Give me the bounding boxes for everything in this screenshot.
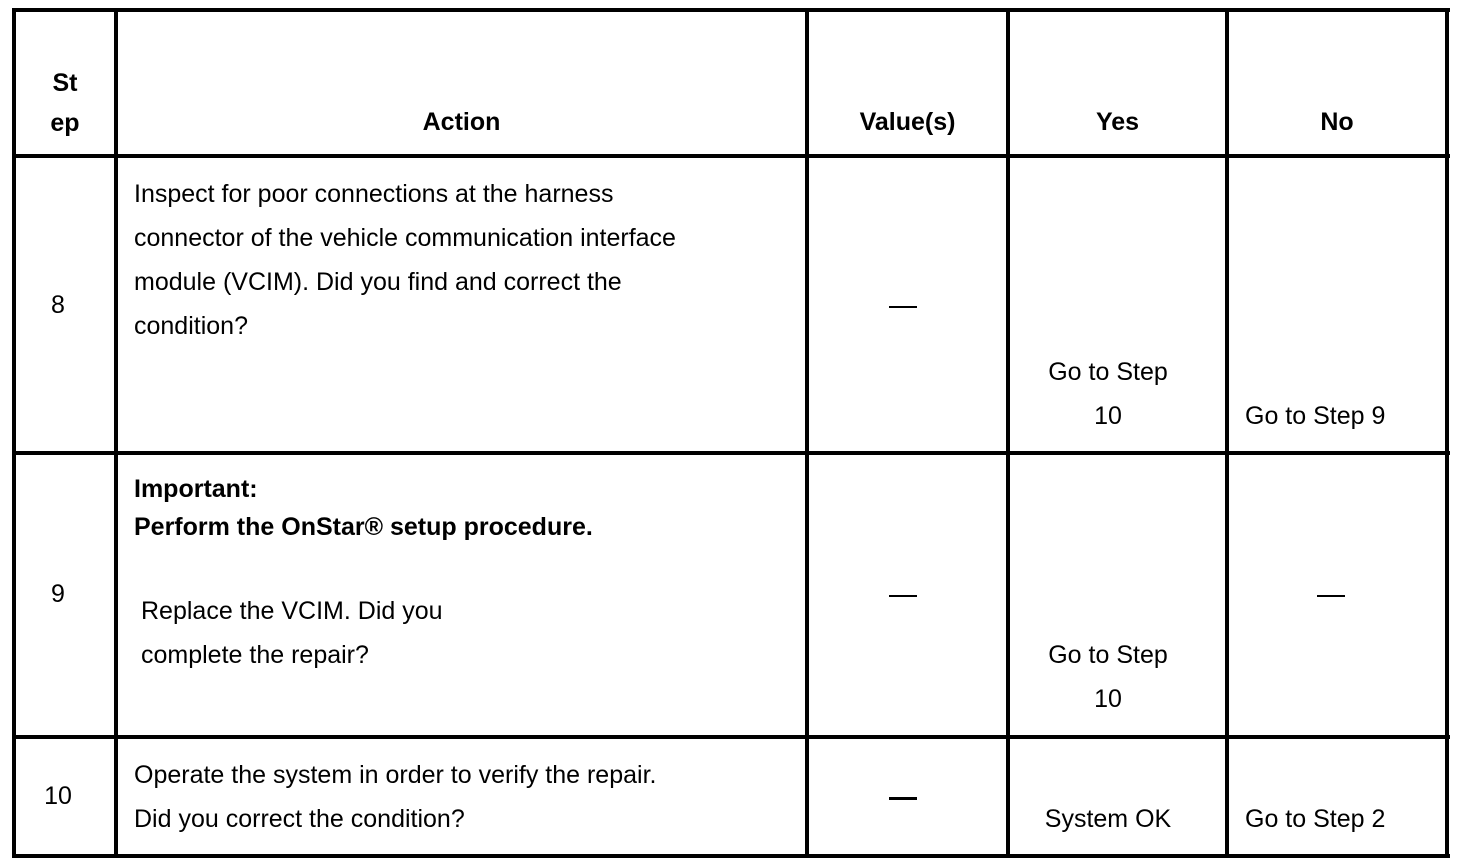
action-line: module (VCIM). Did you find and correct the [134,268,622,296]
value-dash [889,306,917,308]
action-line: complete the repair? [141,641,369,669]
header-divider [14,154,1450,158]
step-number: 9 [51,580,65,608]
action-line: Replace the VCIM. Did you [141,597,443,625]
action-line: connector of the vehicle communication interface [134,224,676,252]
step-number: 10 [44,782,72,810]
row-divider-8-9 [14,451,1450,455]
value-dash [889,797,917,800]
table-border-top [14,8,1450,12]
header-step-line1: St [52,69,78,97]
header-values: Value(s) [859,108,956,136]
yes-result: System OK [1044,805,1172,833]
header-action: Action [422,108,501,136]
yes-result-line2: 10 [1094,685,1122,713]
no-result: Go to Step 9 [1245,402,1386,430]
value-dash [889,595,917,597]
important-label: Important: [134,475,258,503]
action-line: Inspect for poor connections at the harness [134,180,614,208]
no-dash [1317,595,1345,597]
table-border-bottom [14,854,1450,858]
row-divider-9-10 [14,735,1450,739]
important-text: Perform the OnStar® setup procedure. [134,513,593,541]
table-border-right [1445,8,1449,858]
header-step-line2: ep [50,109,80,137]
header-yes: Yes [1095,108,1140,136]
yes-result-line2: 10 [1094,402,1122,430]
action-line: Operate the system in order to verify the repair. [134,761,657,789]
action-line: condition? [134,312,248,340]
action-line: Did you correct the condition? [134,805,465,833]
yes-result-line1: Go to Step [1048,358,1168,386]
yes-result-line1: Go to Step [1048,641,1168,669]
no-result: Go to Step 2 [1245,805,1386,833]
header-no: No [1320,108,1354,136]
step-number: 8 [51,291,65,319]
